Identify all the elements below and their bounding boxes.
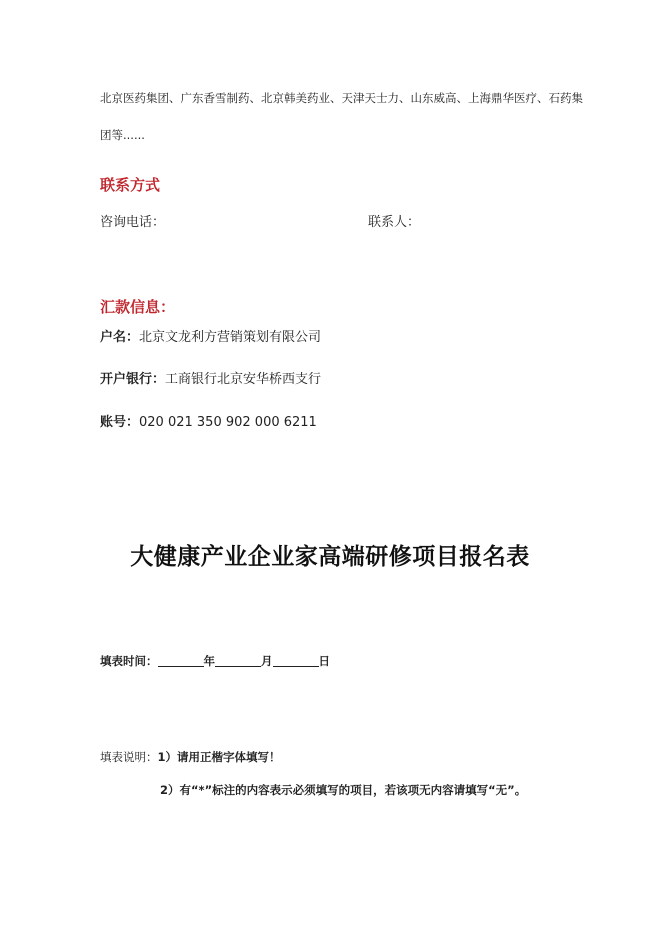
partners-line-2: 团等...... xyxy=(100,128,145,142)
remittance-section-title: 汇款信息： xyxy=(100,298,176,316)
day-label: 日 xyxy=(318,654,330,668)
account-number-value: 020 021 350 902 000 6211 xyxy=(139,415,317,430)
year-blank xyxy=(158,654,204,667)
form-title: 大健康产业企业家高端研修项目报名表 xyxy=(130,544,530,570)
bank-row xyxy=(100,368,321,387)
fill-time-label: 填表时间： xyxy=(100,654,158,668)
bank-value: 工商银行北京安华桥西支行 xyxy=(165,372,322,387)
consult-phone-label: 咨询电话： xyxy=(100,215,166,230)
account-name-row xyxy=(100,326,321,345)
contact-section-title: 联系方式 xyxy=(100,176,161,194)
year-label: 年 xyxy=(203,654,215,668)
bank-label: 开户银行： xyxy=(100,372,166,387)
account-name-label: 户名： xyxy=(100,330,140,345)
month-label: 月 xyxy=(261,654,273,668)
day-blank xyxy=(273,654,319,667)
contact-person-label: 联系人： xyxy=(368,215,421,230)
instruction-1: 1）请用正楷字体填写！ xyxy=(157,750,281,764)
month-blank xyxy=(215,654,261,667)
fill-date-row xyxy=(100,653,330,669)
instruction-row-1 xyxy=(100,749,281,765)
instructions-label: 填表说明： xyxy=(100,750,158,764)
partners-line-1: 北京医药集团、广东香雪制药、北京韩美药业、天津天士力、山东威高、上海鼎华医疗、石药集 xyxy=(100,91,583,105)
account-number-row xyxy=(100,411,317,430)
account-number-label: 账号： xyxy=(100,415,140,430)
account-name-value: 北京文龙利方营销策划有限公司 xyxy=(139,330,322,345)
instruction-2: 2）有“*”标注的内容表示必须填写的项目，若该项无内容请填写“无”。 xyxy=(160,783,527,797)
